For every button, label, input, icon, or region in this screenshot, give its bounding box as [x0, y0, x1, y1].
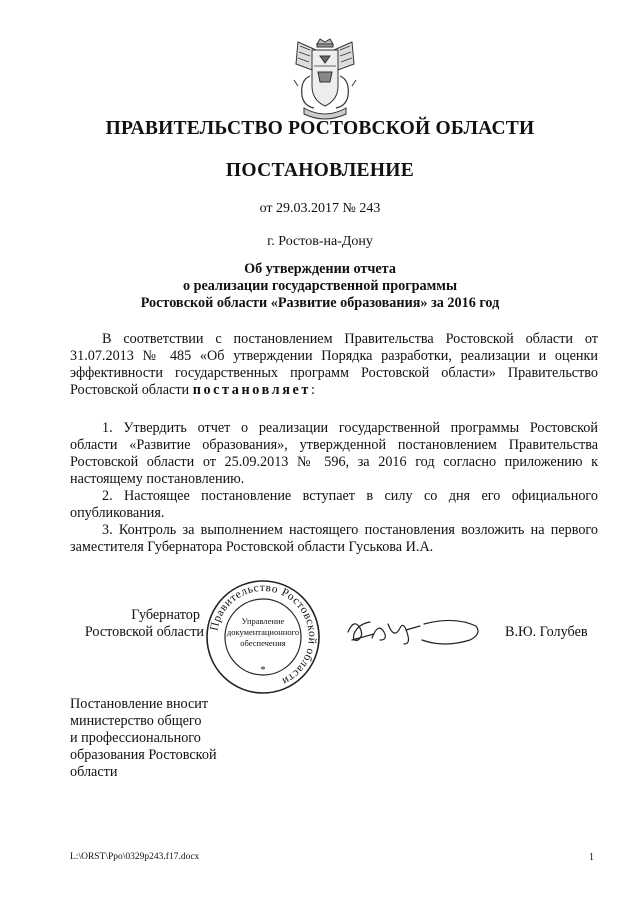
- coat-of-arms-icon: [290, 36, 360, 122]
- document-type: ПОСТАНОВЛЕНИЕ: [225, 160, 415, 181]
- list-item: 1. Утвердить отчет о реализации государственной программы Ростовской области «Развитие образования», утвержденной постановлением Правительства Ростовской области от 25.09.2013 № 596, за 2016 год согласно приложению к настоящему постановлению.: [70, 420, 598, 487]
- seal-center-line: документационного: [226, 627, 300, 637]
- signatory-name: В.Ю. Голубев: [505, 624, 588, 640]
- title-line: Об утверждении отчета: [244, 261, 396, 277]
- signatory-position-line: Ростовской области: [84, 624, 204, 640]
- title-line: Ростовской области «Развитие образования» за 2016 год: [140, 295, 500, 311]
- svg-text:Правительство Ростовской облас: Правительство Ростовской области: [208, 581, 319, 688]
- list-item: 2. Настоящее постановление вступает в силу со дня его официального опубликования.: [70, 488, 598, 521]
- note-line: Постановление вносит: [70, 696, 209, 712]
- seal-center-line: Управление: [241, 616, 285, 626]
- preamble-colon: :: [310, 382, 315, 398]
- signatory-position-line: Губернатор: [131, 607, 200, 623]
- handwritten-signature-icon: [344, 610, 484, 652]
- city: г. Ростов-на-Дону: [267, 234, 373, 249]
- page-number: 1: [589, 852, 594, 863]
- note-line: области: [70, 764, 118, 780]
- seal-center-line: обеспечения: [240, 638, 286, 648]
- date-and-number: от 29.03.2017 № 243: [259, 201, 381, 216]
- preamble-paragraph: [70, 331, 598, 399]
- note-line: и профессионального: [70, 730, 201, 746]
- signatory-position: [70, 607, 204, 641]
- list-item: 3. Контроль за выполнением настоящего постановления возложить на первого заместителя Губернатора Ростовской области Гуськова И.А.: [70, 522, 598, 555]
- footer-file-path: L:\ORST\Ppo\0329p243.f17.docx: [70, 852, 200, 862]
- title-line: о реализации государственной программы: [182, 278, 458, 294]
- decree-title: [0, 261, 640, 312]
- decree-word: постановляет: [192, 382, 311, 398]
- official-seal-icon: [204, 578, 322, 696]
- organization-title: ПРАВИТЕЛЬСТВО РОСТОВСКОЙ ОБЛАСТИ: [105, 118, 535, 139]
- submitted-by-note: [70, 696, 270, 781]
- note-line: образования Ростовской: [70, 747, 217, 763]
- svg-text:*: *: [260, 665, 266, 676]
- note-line: министерство общего: [70, 713, 202, 729]
- preamble-text: В соответствии с постановлением Правительства Ростовской области от 31.07.2013 № 485 «Об утверждении Порядка разработки, реализации и оценки эффективности государственных программ Ростовской области» Правительство Ростовской области: [70, 331, 598, 398]
